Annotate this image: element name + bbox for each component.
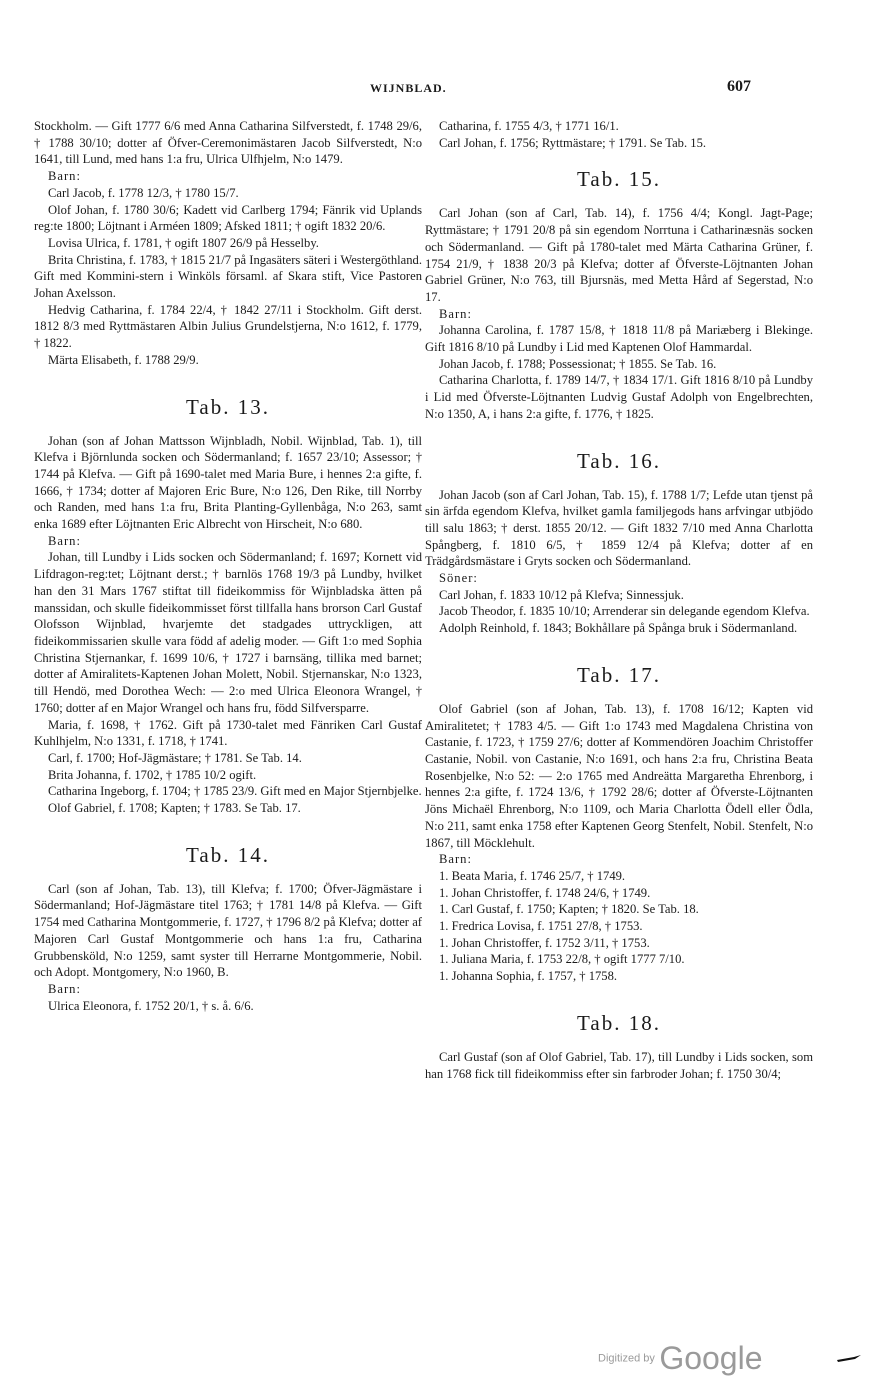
child-entry: 1. Johan Christoffer, f. 1748 24/6, † 1749.	[439, 885, 651, 900]
section-body: Olof Gabriel (son af Johan, Tab. 13), f. 1708 16/12; Kapten vid Amiralitetet; † 1783 4/5. — Gift 1:o 1743 med Magdalena Christina von Castanie, f. 1723, † 1759 27/6; dotter af Kommendören Joachim Christoffer Castanie, Nobil. von Castanie, N:o 1691, och hans 2:a fru, Christina Beata Rosenbjelke, N:o 52: — 2:o 1765 med Andreätta Margaretha Ehrenborg, i hennes 2:a gifte, f. 1724 13/6, † 1792 28/6; dotter af Öfverste-Löjtnanten Jöns Michaël Ehrenborg, N:o 1109, och Maria Charlotta Ödell eller Ödla, N:o 211, samt enka 1758 efter Kaptenen Georg Stenfelt, Nobil. Stenfelt, N:o 1867, till Möcklehult.	[425, 701, 813, 850]
barn-label: Barn:	[439, 306, 472, 321]
scan-mark-icon	[836, 1354, 862, 1364]
section-body: Carl Gustaf (son af Olof Gabriel, Tab. 17), till Lundby i Lids socken, som han 1768 fick till fideikommiss efter sin farbroder Johan; f. 1750 30/4;	[425, 1049, 813, 1081]
child-entry: Johan Jacob, f. 1788; Possessionat; † 1855. Se Tab. 16.	[439, 356, 717, 371]
barn-label: Barn:	[48, 533, 81, 548]
section-body: Carl Johan (son af Carl, Tab. 14), f. 1756 4/4; Kongl. Jagt-Page; Ryttmästare; † 1791 20/8 på sin egendom Norrtuna i Catharinæsnäs socken och Södermanland. — Gift på 1780-talet med Märta Catharina Grüner, f. 1754 21/9, † 1838 20/3 på Klefva; dotter af Öfverste-Löjtnanten Johan Gabriel Grüner, N:o 763, till Bjursnäs, med Metta Hård af Segerstad, N:o 17.	[425, 206, 813, 304]
child-entry: Carl Johan, f. 1756; Ryttmästare; † 1791. Se Tab. 15.	[439, 135, 707, 150]
child-entry: 1. Johanna Sophia, f. 1757, † 1758.	[439, 969, 618, 984]
section-body: Johan (son af Johan Mattsson Wijnbladh, Nobil. Wijnblad, Tab. 1), till Klefva i Björnlunda socken och Södermanland; f. 1657 23/10; Assessor; † 1744 på Klefva. — Gift på 1690-talet med Maria Bure, i hennes 2:a gifte, f. 1666, † 1734; dotter af Majoren Eric Bure, N:o 126, Den Rike, till Norrby och Randen, med hans 1:a fru, Brita Planting-Gyllenbåga, N:o 263, samt enka 1689 efter Löjtnanten Eric Albrecht von Hirscheit, N:o 680.	[34, 433, 422, 532]
left-column	[34, 118, 422, 1014]
google-logo-text: Google	[659, 1340, 763, 1376]
soner-label: Söner:	[439, 571, 478, 586]
child-entry: Märta Elisabeth, f. 1788 29/9.	[48, 352, 199, 367]
child-entry: Carl Johan, f. 1833 10/12 på Klefva; Sinnessjuk.	[439, 587, 684, 602]
child-entry: Hedvig Catharina, f. 1784 22/4, † 1842 27/11 i Stockholm. Gift derst. 1812 8/3 med Ryttmästaren Albin Julius Grundelstjerna, N:o 1612, f. 1779, † 1822.	[34, 302, 422, 351]
child-entry: 1. Carl Gustaf, f. 1750; Kapten; † 1820. Se Tab. 18.	[439, 902, 699, 917]
child-entry: Johanna Carolina, f. 1787 15/8, † 1818 11/8 på Mariæberg i Blekinge. Gift 1816 8/10 på Lundby i Lid med Kaptenen Olof Hammardal.	[425, 323, 813, 355]
child-entry: Adolph Reinhold, f. 1843; Bokhållare på Spånga bruk i Södermanland.	[439, 621, 798, 636]
digitized-by-google-watermark	[598, 1340, 763, 1377]
child-entry: Lovisa Ulrica, f. 1781, † ogift 1807 26/9 på Hesselby.	[48, 235, 319, 250]
section-heading-tab-16: Tab. 16.	[577, 448, 661, 473]
page-number: 607	[727, 78, 751, 95]
child-entry: Catharina Charlotta, f. 1789 14/7, † 1834 17/1. Gift 1816 8/10 på Lundby i Lid med Öfverste-Löjtnanten Ludvig Gustaf Adolph von Engelbrechten, N:o 1350, A, i hans 2:a gifte, f. 1776, † 1825.	[425, 373, 813, 421]
child-entry: Johan, till Lundby i Lids socken och Södermanland; f. 1697; Kornett vid Lifdragon-reg:tet; Löjtnant derst.; † barnlös 1768 19/3 på Lundby, hvilket han den 31 Mars 1767 stiftat till fideikommiss för Wijnbladska ätten på manssidan, och skulle fideikommisset först tillfalla hans brorson Carl Gustaf Olofsson Wijnblad, hvarjemte det stadgades uttryckligen, att fideikommissarien skulle vara född af adelig moder. — Gift 1:o med Sophia Christina Stjernankar, f. 1699 10/6, † 1727 i barnsäng, tillika med barnet; dotter af Amiralitets-Kaptenen Johan Molett, Nobil. Stjernanskar, N:o 1323, till Hendö, med Dorothea Wech: — 2:o med Ulrica Eleonora Wrangel, † 1760; dotter af en Major Wrangel och hans fru, född Silfversparre.	[34, 550, 422, 715]
child-entry: Carl, f. 1700; Hof-Jägmästare; † 1781. Se Tab. 14.	[48, 750, 302, 765]
child-entry: 1. Juliana Maria, f. 1753 22/8, † ogift 1777 7/10.	[439, 952, 685, 967]
barn-label: Barn:	[48, 981, 81, 996]
child-entry: Olof Gabriel, f. 1708; Kapten; † 1783. Se Tab. 17.	[48, 801, 301, 816]
section-body: Carl (son af Johan, Tab. 13), till Klefva; f. 1700; Öfver-Jägmästare i Södermanland; Hof-Jägmästare titel 1763; † 1781 14/8 på Klefva. — Gift 1754 med Catharina Montgommerie, f. 1727, † 1796 8/2 på Klefva; dotter af Majoren Carl Gustaf Montgommerie och hans 1:a fru, Catharina Grubbensköld, N:o 1259, samt syster till Herrarne Montgommerie, Nobil. och Adopt. Montgomery, N:o 1960, B.	[34, 881, 422, 980]
child-entry: Brita Christina, f. 1783, † 1815 21/7 på Ingasäters säteri i Westergöthland. Gift med Kommini-stern i Winköls församl. af Skara stift, Vice Pastoren Johan Axelsson.	[34, 252, 422, 301]
section-heading-tab-18: Tab. 18.	[577, 1010, 661, 1035]
child-entry: Jacob Theodor, f. 1835 10/10; Arrenderar sin delegande egendom Klefva.	[439, 604, 810, 619]
child-entry: Brita Johanna, f. 1702, † 1785 10/2 ogift.	[48, 767, 257, 782]
paragraph: Stockholm. — Gift 1777 6/6 med Anna Catharina Silfverstedt, f. 1748 29/6, † 1788 30/10; dotter af Öfver-Ceremonimästaren Jacob Silfverstedt, N:o 1641, till Lund, med hans 1:a fru, Ulrica Ulfhjelm, N:o 1479.	[34, 119, 422, 167]
section-heading-tab-17: Tab. 17.	[577, 662, 661, 687]
section-heading-tab-15: Tab. 15.	[577, 167, 661, 192]
child-entry: Catharina, f. 1755 4/3, † 1771 16/1.	[439, 119, 619, 133]
child-entry: Catharina Ingeborg, f. 1704; † 1785 23/9. Gift med en Major Stjernbjelke.	[48, 784, 422, 799]
child-entry: Maria, f. 1698, † 1762. Gift på 1730-talet med Fänriken Carl Gustaf Kuhlhjelm, N:o 1331, f. 1718, † 1741.	[34, 717, 422, 749]
digitized-by-text: Digitized by	[598, 1352, 655, 1365]
right-column	[425, 118, 813, 1082]
barn-label: Barn:	[48, 169, 81, 184]
section-body: Johan Jacob (son af Carl Johan, Tab. 15), f. 1788 1/7; Lefde utan tjenst på sin ärfda egendom Klefva, hvilket gamla familjegods hans arfvingar utbjödo till salu 1863; † derst. 1855 20/12. — Gift 1832 7/10 med Anna Charlotta Spångberg, f. 1810 6/5, † 1859 12/4 på Klefva; dotter af en Trädgårdsmästare i Gryts socken och Södermanland.	[425, 487, 813, 569]
running-header-title: WIJNBLAD.	[370, 81, 447, 95]
section-heading-tab-14: Tab. 14.	[186, 842, 270, 867]
section-heading-tab-13: Tab. 13.	[186, 394, 270, 419]
child-entry: 1. Beata Maria, f. 1746 25/7, † 1749.	[439, 868, 626, 883]
child-entry: Olof Johan, f. 1780 30/6; Kadett vid Carlberg 1794; Fänrik vid Uplands reg:te 1800; Löjtnant i Arméen 1809; Afsked 1811; † ogift 1832 20/6.	[34, 202, 422, 234]
barn-label: Barn:	[439, 852, 472, 867]
child-entry: Carl Jacob, f. 1778 12/3, † 1780 15/7.	[48, 185, 239, 200]
child-entry: 1. Fredrica Lovisa, f. 1751 27/8, † 1753.	[439, 919, 643, 934]
child-entry: Ulrica Eleonora, f. 1752 20/1, † s. å. 6/6.	[48, 998, 254, 1013]
child-entry: 1. Johan Christoffer, f. 1752 3/11, † 1753.	[439, 935, 650, 950]
